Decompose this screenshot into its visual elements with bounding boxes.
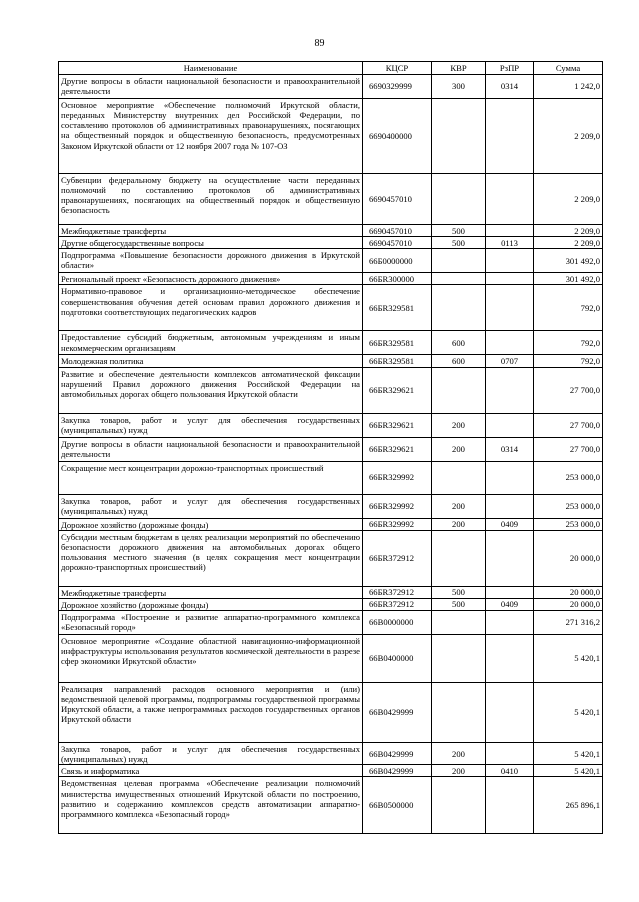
row-rzpr [486,367,534,413]
row-name: Подпрограмма «Построение и развитие аппаратно-программного комплекса «Безопасный город» [59,610,363,634]
row-kcsr: 66БR329581 [363,285,432,331]
row-kcsr: 6690329999 [363,75,432,99]
row-sum: 792,0 [534,331,603,355]
row-kvr [432,285,486,331]
row-kvr: 500 [432,237,486,249]
row-kvr [432,174,486,225]
table-row [59,225,603,237]
table-row [59,530,603,586]
row-kcsr: 66В0429999 [363,682,432,742]
row-sum: 301 492,0 [534,273,603,285]
row-name: Основное мероприятие «Создание областной навигационно-информационной инфраструктуры использования результатов космической деятельности в разрезе сфер экономики Иркутской области» [59,634,363,682]
row-kvr: 500 [432,598,486,610]
row-kvr: 200 [432,765,486,777]
row-rzpr [486,225,534,237]
row-rzpr [486,461,534,494]
table-row [59,518,603,530]
row-name: Субвенции федеральному бюджету на осуществление части переданных полномочий по составлению протоколов об административных правонарушениях, посягающих на общественный порядок и общественную безопасность [59,174,363,225]
row-rzpr: 0409 [486,598,534,610]
row-kvr: 200 [432,518,486,530]
row-kvr [432,273,486,285]
row-name: Закупка товаров, работ и услуг для обеспечения государственных (муниципальных) нужд [59,494,363,518]
header-kcsr: КЦСР [363,62,432,75]
row-name: Дорожное хозяйство (дорожные фонды) [59,598,363,610]
table-row [59,598,603,610]
row-name: Развитие и обеспечение деятельности комплексов автоматической фиксации нарушений Правил дорожного движения Российской Федерации на автомобильных дорогах общего пользования Иркутской области [59,367,363,413]
row-sum: 20 000,0 [534,586,603,598]
row-kcsr: 6690400000 [363,99,432,174]
table-row [59,367,603,413]
row-name: Закупка товаров, работ и услуг для обеспечения государственных (муниципальных) нужд [59,413,363,437]
row-kcsr: 66БR329581 [363,355,432,367]
row-rzpr: 0409 [486,518,534,530]
row-sum: 27 700,0 [534,413,603,437]
row-kcsr: 66Б0000000 [363,249,432,273]
table-row [59,75,603,99]
row-kcsr: 66БR329621 [363,413,432,437]
header-sum: Сумма [534,62,603,75]
row-sum: 5 420,1 [534,765,603,777]
row-sum: 253 000,0 [534,494,603,518]
table-row [59,355,603,367]
table-row [59,461,603,494]
row-name: Другие общегосударственные вопросы [59,237,363,249]
row-sum: 5 420,1 [534,742,603,764]
row-rzpr [486,610,534,634]
table-row [59,494,603,518]
header-rzpr: РзПР [486,62,534,75]
row-kcsr: 66БR329581 [363,331,432,355]
row-name: Молодежная политика [59,355,363,367]
row-kcsr: 66БR329992 [363,518,432,530]
row-kvr [432,610,486,634]
row-kvr: 600 [432,355,486,367]
row-sum: 5 420,1 [534,634,603,682]
row-sum: 2 209,0 [534,174,603,225]
table-row [59,610,603,634]
row-sum: 20 000,0 [534,598,603,610]
table-header-row [59,62,603,75]
row-rzpr [486,273,534,285]
row-sum: 1 242,0 [534,75,603,99]
row-rzpr [486,530,534,586]
row-name: Межбюджетные трансферты [59,225,363,237]
row-sum: 792,0 [534,285,603,331]
row-rzpr: 0113 [486,237,534,249]
row-kvr: 200 [432,413,486,437]
table-row [59,765,603,777]
row-name: Ведомственная целевая программа «Обеспечение реализации полномочий министерства имущественных отношений Иркутской области по построению, развитию и содержанию комплексов средств автоматизации аппаратно-программного комплекса «Безопасный город» [59,777,363,834]
row-rzpr [486,174,534,225]
row-sum: 2 209,0 [534,99,603,174]
row-sum: 792,0 [534,355,603,367]
row-name: Нормативно-правовое и организационно-методическое обеспечение совершенствования обучения детей основам правил дорожного движения и подготовки соответствующих педагогических кадров [59,285,363,331]
row-name: Реализация направлений расходов основного мероприятия и (или) ведомственной целевой программы, подпрограммы государственной программы Иркутской области, а также непрограммных расходов государственных органов Иркутской области [59,682,363,742]
row-kcsr: 66БR372912 [363,598,432,610]
row-rzpr [486,634,534,682]
row-kcsr: 66БR372912 [363,586,432,598]
row-sum: 2 209,0 [534,225,603,237]
budget-table [58,61,603,834]
row-name: Основное мероприятие «Обеспечение полномочий Иркутской области, переданных Министерству внутренних дел Российской Федерации, по составлению протоколов об административных правонарушениях, посягающих на общественный порядок и общественную безопасность, предусмотренных Законом Иркутской области от 12 ноября 2007 года № 107-ОЗ [59,99,363,174]
row-kcsr: 66БR300000 [363,273,432,285]
table-body [59,75,603,834]
table-row [59,237,603,249]
row-kvr: 200 [432,742,486,764]
row-rzpr [486,682,534,742]
header-name: Наименование [59,62,363,75]
row-kvr: 300 [432,75,486,99]
row-rzpr [486,249,534,273]
row-kcsr: 6690457010 [363,237,432,249]
table-row [59,777,603,834]
row-kvr [432,367,486,413]
row-rzpr: 0314 [486,75,534,99]
table-row [59,742,603,764]
row-kcsr: 66В0429999 [363,742,432,764]
row-kcsr: 66БR329992 [363,461,432,494]
row-sum: 271 316,2 [534,610,603,634]
table-row [59,586,603,598]
row-kvr [432,461,486,494]
row-name: Закупка товаров, работ и услуг для обеспечения государственных (муниципальных) нужд [59,742,363,764]
row-sum: 253 000,0 [534,518,603,530]
row-rzpr [486,742,534,764]
page-number: 89 [314,38,325,49]
header-kvr: КВР [432,62,486,75]
row-kcsr: 66В0429999 [363,765,432,777]
row-name: Другие вопросы в области национальной безопасности и правоохранительной деятельности [59,437,363,461]
row-name: Предоставление субсидий бюджетным, автономным учреждениям и иным некоммерческим организациям [59,331,363,355]
row-sum: 27 700,0 [534,367,603,413]
row-rzpr: 0410 [486,765,534,777]
row-kcsr: 66БR372912 [363,530,432,586]
row-kcsr: 6690457010 [363,225,432,237]
row-sum: 27 700,0 [534,437,603,461]
row-kcsr: 66БR329621 [363,437,432,461]
row-kvr: 500 [432,586,486,598]
row-rzpr [486,494,534,518]
table-row [59,273,603,285]
row-sum: 301 492,0 [534,249,603,273]
table-row [59,331,603,355]
row-sum: 2 209,0 [534,237,603,249]
row-name: Региональный проект «Безопасность дорожного движения» [59,273,363,285]
row-rzpr: 0707 [486,355,534,367]
row-kcsr: 66В0000000 [363,610,432,634]
row-rzpr [486,586,534,598]
row-kvr [432,99,486,174]
table-row [59,682,603,742]
row-kvr [432,682,486,742]
row-kcsr: 66БR329992 [363,494,432,518]
row-kvr: 200 [432,437,486,461]
row-kvr [432,634,486,682]
row-sum: 253 000,0 [534,461,603,494]
row-name: Дорожное хозяйство (дорожные фонды) [59,518,363,530]
row-rzpr [486,413,534,437]
row-rzpr [486,285,534,331]
row-kvr [432,249,486,273]
row-name: Межбюджетные трансферты [59,586,363,598]
row-name: Субсидии местным бюджетам в целях реализации мероприятий по обеспечению безопасности дорожного движения на автомобильных дорогах общего пользования местного значения (в целях сокращения мест концентрации дорожно-транспортных происшествий) [59,530,363,586]
row-kcsr: 66В0400000 [363,634,432,682]
table-row [59,634,603,682]
row-kcsr: 66В0500000 [363,777,432,834]
row-kvr: 200 [432,494,486,518]
row-rzpr [486,99,534,174]
table-row [59,413,603,437]
table-row [59,99,603,174]
table-row [59,437,603,461]
row-name: Другие вопросы в области национальной безопасности и правоохранительной деятельности [59,75,363,99]
row-sum: 265 896,1 [534,777,603,834]
table-row [59,174,603,225]
row-kvr [432,777,486,834]
row-kcsr: 66БR329621 [363,367,432,413]
row-kvr: 600 [432,331,486,355]
row-kvr [432,530,486,586]
budget-table-container [58,61,602,834]
row-rzpr: 0314 [486,437,534,461]
row-name: Связь и информатика [59,765,363,777]
row-rzpr [486,331,534,355]
row-kcsr: 6690457010 [363,174,432,225]
table-row [59,285,603,331]
row-kvr: 500 [432,225,486,237]
table-row [59,249,603,273]
row-name: Сокращение мест концентрации дорожно-транспортных происшествий [59,461,363,494]
row-name: Подпрограмма «Повышение безопасности дорожного движения в Иркутской области» [59,249,363,273]
row-rzpr [486,777,534,834]
row-sum: 5 420,1 [534,682,603,742]
row-sum: 20 000,0 [534,530,603,586]
